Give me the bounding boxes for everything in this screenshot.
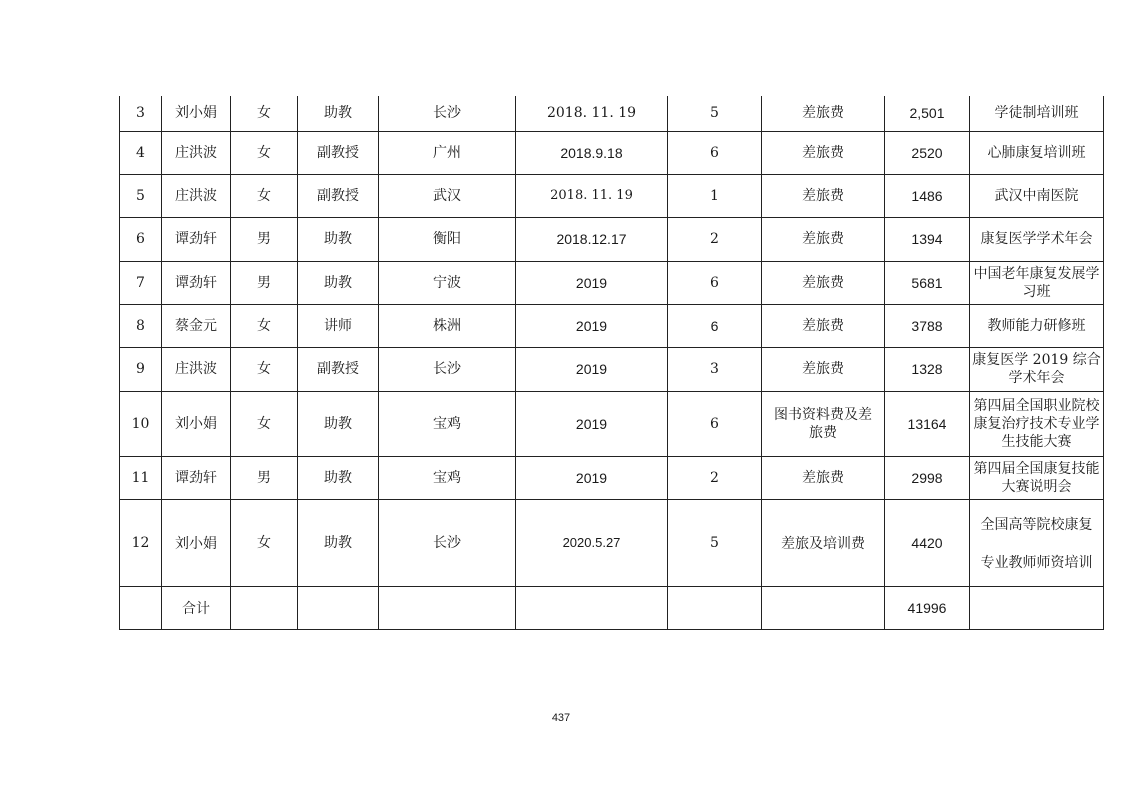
date: 2018. 11. 19: [516, 96, 668, 131]
place: 宁波: [379, 261, 516, 304]
place: 长沙: [379, 96, 516, 131]
person-name: 庄洪波: [162, 131, 231, 174]
place: 株洲: [379, 304, 516, 347]
row-number: 9: [120, 347, 162, 391]
date: 2018.9.18: [516, 131, 668, 174]
job-title: 助教: [298, 456, 379, 499]
event-line-2: 专业教师师资培训: [980, 553, 1093, 570]
amount: 2,501: [885, 96, 970, 131]
row-number: 12: [120, 499, 162, 586]
table-row: [120, 391, 1104, 456]
event: 康复医学学术年会: [970, 217, 1104, 261]
amount: 4420: [885, 499, 970, 586]
event: 中国老年康复发展学习班: [970, 261, 1104, 304]
date: 2018. 11. 19: [516, 174, 668, 217]
job-title: 副教授: [298, 131, 379, 174]
expense-category: 图书资料费及差旅费: [762, 391, 885, 456]
gender: 女: [231, 347, 298, 391]
table-row: [120, 456, 1104, 499]
total-row: [120, 586, 1104, 629]
event: 学徒制培训班: [970, 96, 1104, 131]
gender: 女: [231, 499, 298, 586]
event: 第四届全国职业院校康复治疗技术专业学生技能大赛: [970, 391, 1104, 456]
date: 2019: [516, 391, 668, 456]
expense-category: 差旅费: [762, 131, 885, 174]
date: 2019: [516, 456, 668, 499]
date: 2019: [516, 261, 668, 304]
row-number: 4: [120, 131, 162, 174]
person-name: 庄洪波: [162, 347, 231, 391]
days: 5: [668, 96, 762, 131]
days: 6: [668, 131, 762, 174]
amount: 3788: [885, 304, 970, 347]
person-name: 谭劲轩: [162, 456, 231, 499]
days: 6: [668, 261, 762, 304]
total-label: 合计: [162, 586, 231, 629]
page-number: 437: [551, 712, 571, 724]
amount: 2520: [885, 131, 970, 174]
days: 2: [668, 456, 762, 499]
amount: 2998: [885, 456, 970, 499]
expense-category: 差旅费: [762, 304, 885, 347]
expense-category: 差旅费: [762, 174, 885, 217]
row-number: 10: [120, 391, 162, 456]
gender: 女: [231, 391, 298, 456]
date: 2020.5.27: [516, 499, 668, 586]
job-title: 助教: [298, 499, 379, 586]
table-row: [120, 499, 1104, 586]
job-title: 副教授: [298, 174, 379, 217]
amount: 13164: [885, 391, 970, 456]
expense-category: 差旅费: [762, 96, 885, 131]
event-line-1: 全国高等院校康复: [980, 515, 1093, 532]
event: [970, 499, 1104, 586]
row-number: 3: [120, 96, 162, 131]
expense-category: 差旅费: [762, 217, 885, 261]
date: 2018.12.17: [516, 217, 668, 261]
gender: 男: [231, 261, 298, 304]
gender: 女: [231, 174, 298, 217]
row-number: 11: [120, 456, 162, 499]
event: 武汉中南医院: [970, 174, 1104, 217]
person-name: 谭劲轩: [162, 217, 231, 261]
place: 宝鸡: [379, 391, 516, 456]
gender: 女: [231, 96, 298, 131]
place: 长沙: [379, 347, 516, 391]
place: 长沙: [379, 499, 516, 586]
expense-category: 差旅费: [762, 456, 885, 499]
person-name: 蔡金元: [162, 304, 231, 347]
person-name: 谭劲轩: [162, 261, 231, 304]
person-name: 刘小娟: [162, 499, 231, 586]
total-amount: 41996: [885, 586, 970, 629]
job-title: 助教: [298, 261, 379, 304]
table-row: [120, 174, 1104, 217]
event: 康复医学 2019 综合学术年会: [970, 347, 1104, 391]
amount: 5681: [885, 261, 970, 304]
days: 6: [668, 391, 762, 456]
job-title: 助教: [298, 96, 379, 131]
place: 衡阳: [379, 217, 516, 261]
place: 武汉: [379, 174, 516, 217]
date: 2019: [516, 347, 668, 391]
date: 2019: [516, 304, 668, 347]
amount: 1486: [885, 174, 970, 217]
person-name: 刘小娟: [162, 391, 231, 456]
row-number: 8: [120, 304, 162, 347]
row-number: 5: [120, 174, 162, 217]
event: 教师能力研修班: [970, 304, 1104, 347]
person-name: 刘小娟: [162, 96, 231, 131]
days: 5: [668, 499, 762, 586]
gender: 男: [231, 217, 298, 261]
table-row: [120, 261, 1104, 304]
expense-category: 差旅及培训费: [762, 499, 885, 586]
job-title: 讲师: [298, 304, 379, 347]
table-row: [120, 131, 1104, 174]
event: 第四届全国康复技能大赛说明会: [970, 456, 1104, 499]
job-title: 助教: [298, 391, 379, 456]
event: 心肺康复培训班: [970, 131, 1104, 174]
gender: 女: [231, 131, 298, 174]
job-title: 助教: [298, 217, 379, 261]
person-name: 庄洪波: [162, 174, 231, 217]
table-row: [120, 347, 1104, 391]
table-row: [120, 96, 1104, 131]
amount: 1328: [885, 347, 970, 391]
place: 广州: [379, 131, 516, 174]
days: 6: [668, 304, 762, 347]
row-number: 6: [120, 217, 162, 261]
days: 2: [668, 217, 762, 261]
place: 宝鸡: [379, 456, 516, 499]
days: 3: [668, 347, 762, 391]
table-row: [120, 304, 1104, 347]
table-row: [120, 217, 1104, 261]
gender: 女: [231, 304, 298, 347]
gender: 男: [231, 456, 298, 499]
row-number: 7: [120, 261, 162, 304]
expense-table: [119, 96, 1104, 630]
expense-category: 差旅费: [762, 261, 885, 304]
expense-category: 差旅费: [762, 347, 885, 391]
amount: 1394: [885, 217, 970, 261]
job-title: 副教授: [298, 347, 379, 391]
days: 1: [668, 174, 762, 217]
